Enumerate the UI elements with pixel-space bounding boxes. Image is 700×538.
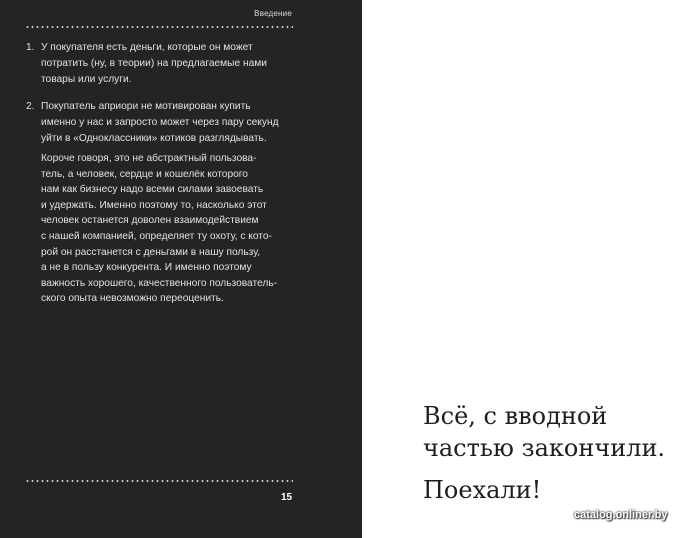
paragraph-line: человек останется доволен взаимодействием bbox=[41, 215, 259, 227]
quote-line: Поехали! bbox=[423, 476, 542, 504]
list-item-line: товары или услуги. bbox=[41, 74, 132, 85]
list-item-line: потратить (ну, в теории) на предлагаемые нами bbox=[41, 58, 267, 69]
list-item-line: Покупатель априори не мотивирован купить bbox=[41, 101, 251, 112]
quote-line: Всё, с вводной bbox=[423, 402, 608, 430]
list-item-line: именно у нас и запросто может через пару секунд bbox=[41, 117, 279, 128]
paragraph-line: рой он расстанется с деньгами в нашу пользу, bbox=[41, 246, 261, 258]
paragraph-line: нам как бизнесу надо всеми силами завоевать bbox=[41, 184, 264, 196]
list-item bbox=[26, 40, 298, 88]
paragraph-line: и удержать. Именно поэтому то, насколько этот bbox=[41, 199, 267, 211]
list-item-number: 2. bbox=[26, 101, 35, 112]
watermark: catalog.onliner.by bbox=[574, 509, 668, 521]
body-paragraph bbox=[41, 151, 303, 307]
dotted-rule-bottom bbox=[25, 480, 293, 482]
page-number: 15 bbox=[281, 492, 293, 503]
list-item-line: У покупателя есть деньги, которые он может bbox=[41, 42, 253, 53]
list-item-number: 1. bbox=[26, 42, 35, 53]
dotted-rule-top bbox=[25, 26, 293, 28]
list-item-text bbox=[41, 99, 298, 147]
numbered-list bbox=[26, 40, 298, 158]
list-item-text bbox=[41, 40, 298, 88]
list-item-line: уйти в «Одноклассники» котиков разглядывать. bbox=[41, 133, 267, 144]
closing-quote bbox=[423, 400, 665, 506]
paragraph-line: а не в пользу конкурента. И именно поэтому bbox=[41, 262, 252, 274]
quote-line: частью закончили. bbox=[423, 434, 666, 462]
list-item bbox=[26, 99, 298, 147]
running-head: Введение bbox=[254, 9, 292, 18]
paragraph-line: тель, а человек, сердце и кошелёк которого bbox=[41, 168, 248, 180]
paragraph-line: Короче говоря, это не абстрактный пользова- bbox=[41, 153, 257, 164]
paragraph-line: с нашей компанией, определяет ту охоту, с кото- bbox=[41, 230, 272, 242]
paragraph-line: ского опыта невозможно переоценить. bbox=[41, 293, 224, 305]
paragraph-line: важность хорошего, качественного пользователь- bbox=[41, 277, 278, 289]
